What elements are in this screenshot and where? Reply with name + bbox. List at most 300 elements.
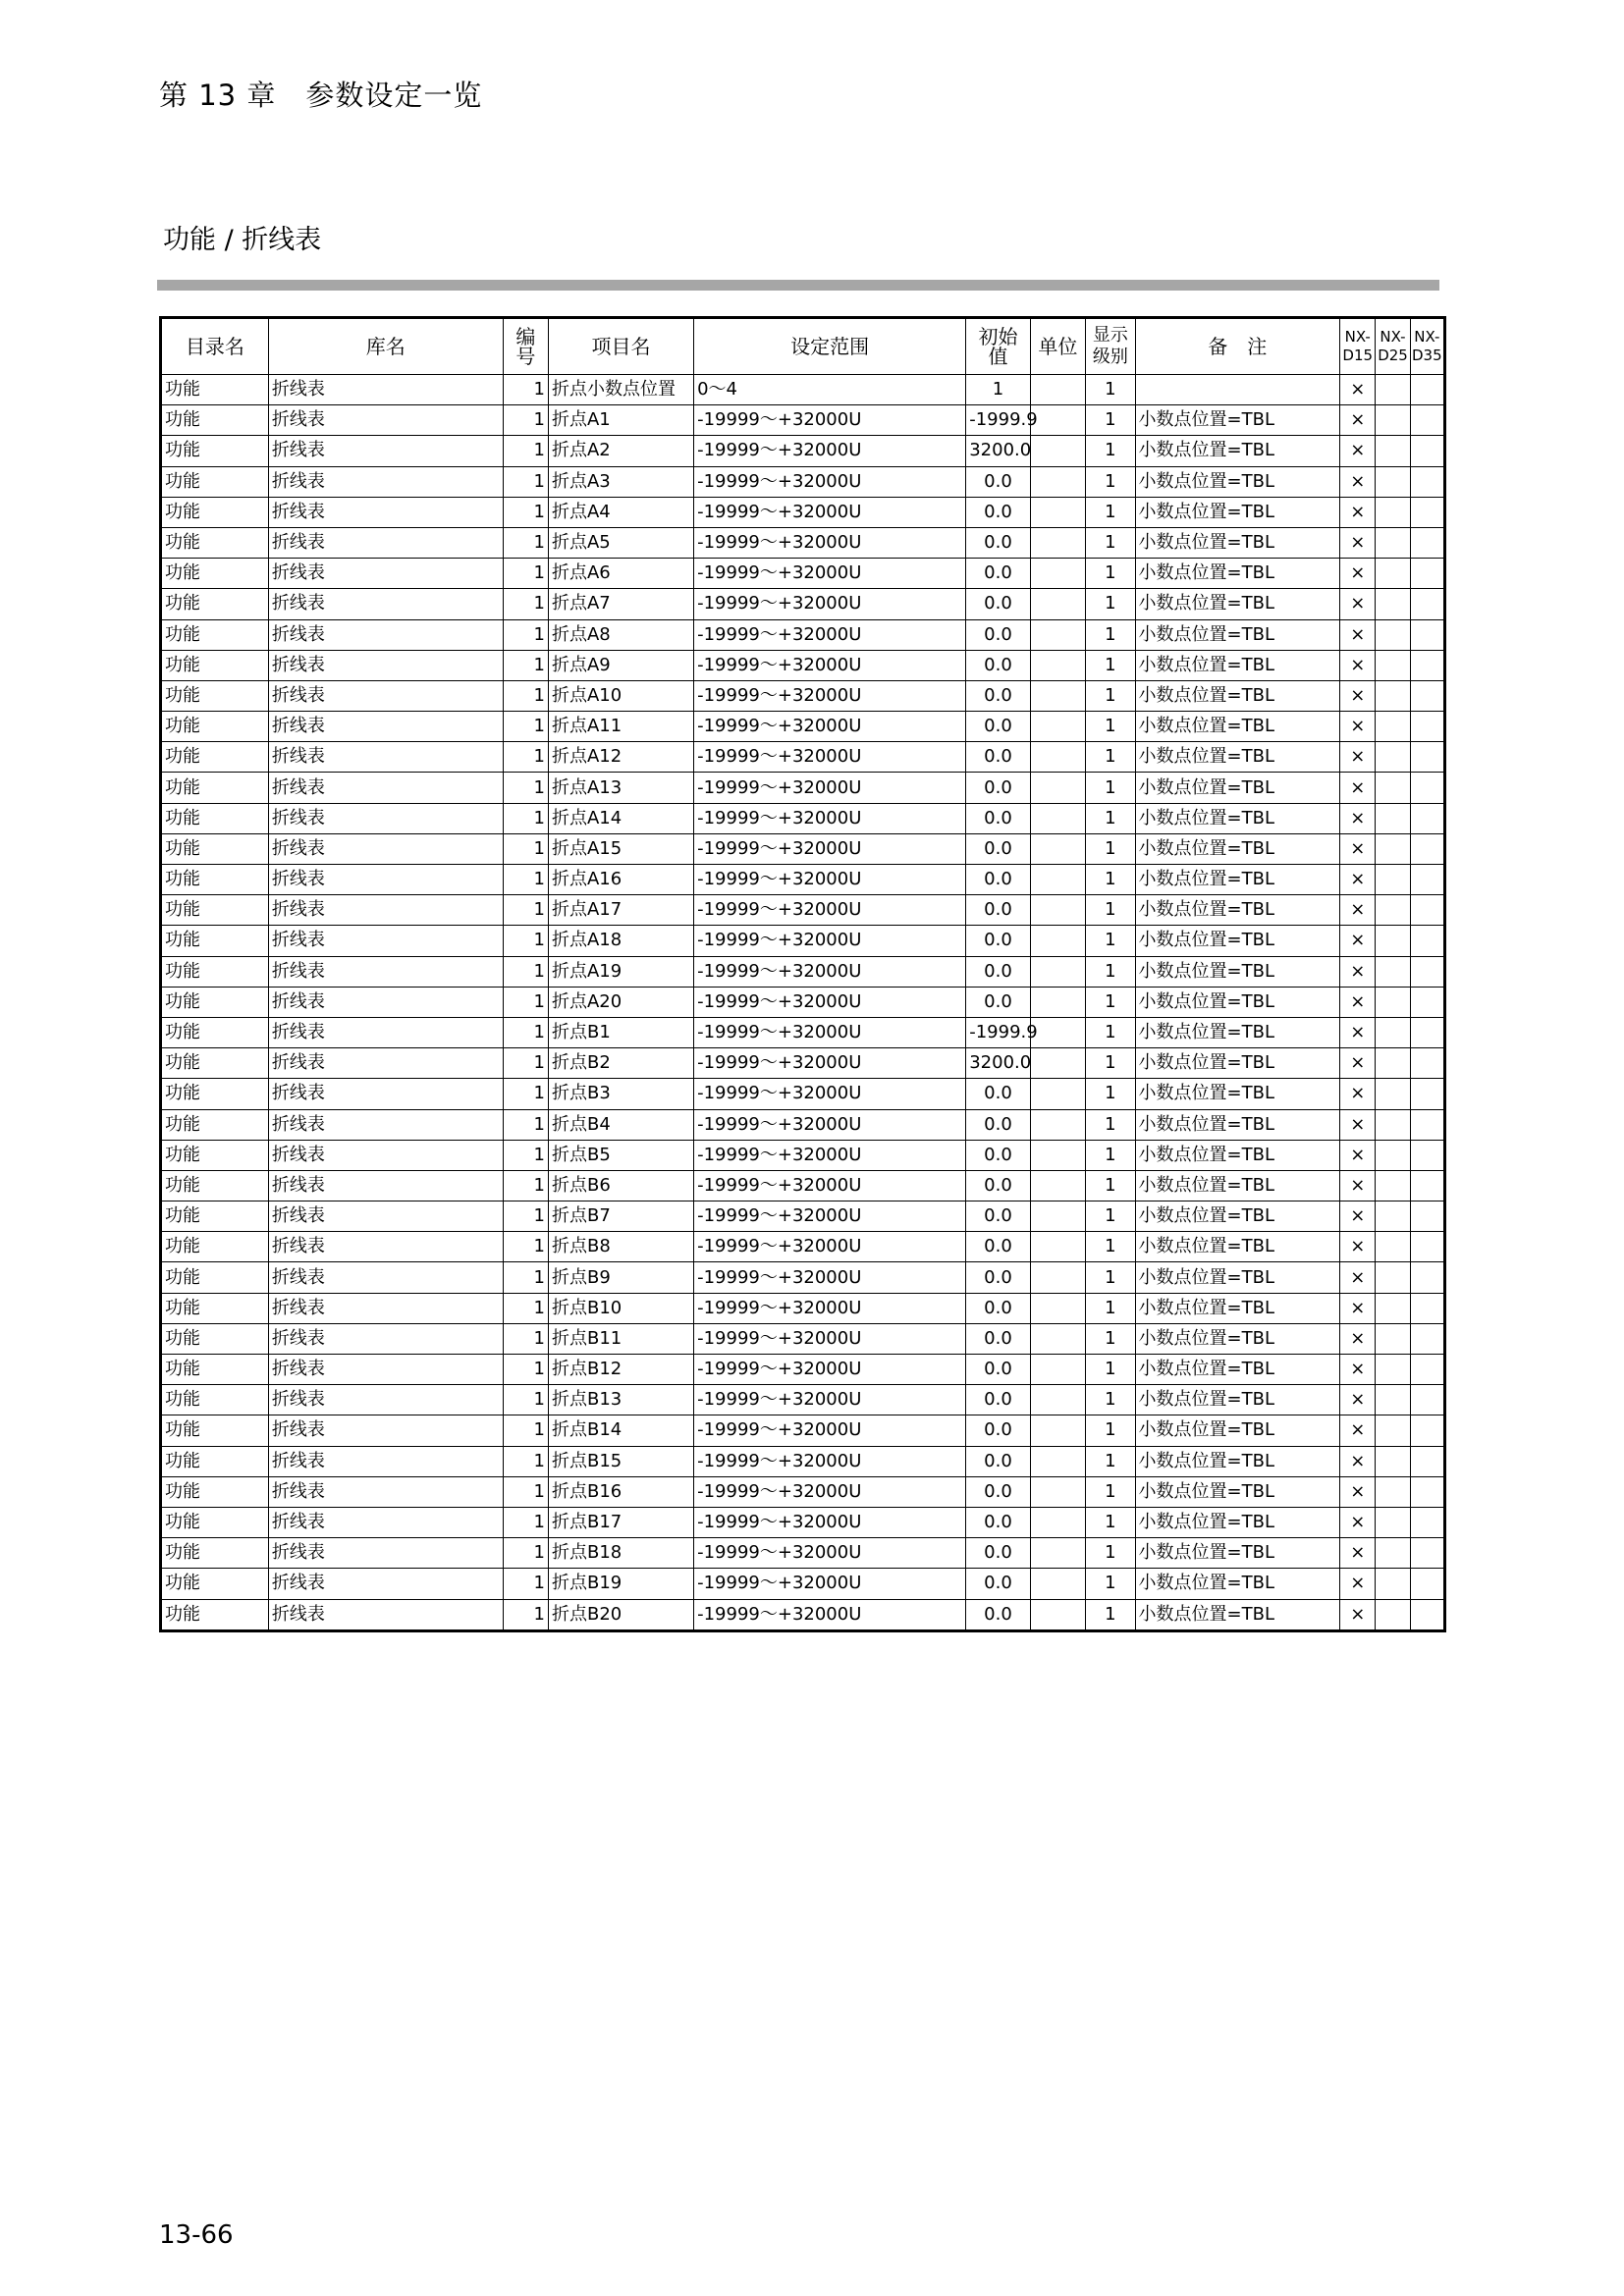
cell-unit <box>1030 1538 1085 1569</box>
cell-unit <box>1030 1048 1085 1079</box>
cell-unit <box>1030 589 1085 619</box>
cell-model-d25 <box>1376 1385 1410 1415</box>
cell-library: 折线表 <box>268 1048 503 1079</box>
cell-category: 功能 <box>161 589 269 619</box>
cell-range: -19999～+32000U <box>694 987 966 1017</box>
cell-item: 折点A16 <box>548 865 693 895</box>
cell-remarks: 小数点位置=TBL <box>1135 833 1340 864</box>
cell-library: 折线表 <box>268 1538 503 1569</box>
cell-range: -19999～+32000U <box>694 1109 966 1140</box>
cell-library: 折线表 <box>268 712 503 742</box>
cell-unit <box>1030 1355 1085 1385</box>
cell-remarks: 小数点位置=TBL <box>1135 742 1340 773</box>
cell-item: 折点A10 <box>548 680 693 711</box>
cell-unit <box>1030 1079 1085 1109</box>
cell-model-d35 <box>1410 1232 1444 1262</box>
cell-display-level: 1 <box>1086 405 1135 436</box>
cell-range: -19999～+32000U <box>694 619 966 650</box>
table-row <box>161 619 1445 650</box>
cell-model-d25 <box>1376 1201 1410 1232</box>
table-row <box>161 712 1445 742</box>
cell-model-d35 <box>1410 466 1444 497</box>
cell-model-d25 <box>1376 375 1410 405</box>
cell-unit <box>1030 1262 1085 1293</box>
cell-display-level: 1 <box>1086 1201 1135 1232</box>
cell-initial: 0.0 <box>966 865 1031 895</box>
cell-initial: 0.0 <box>966 1232 1031 1262</box>
cell-category: 功能 <box>161 1569 269 1599</box>
cell-range: -19999～+32000U <box>694 497 966 527</box>
cell-library: 折线表 <box>268 773 503 803</box>
cell-display-level: 1 <box>1086 1262 1135 1293</box>
header-category: 目录名 <box>161 318 269 375</box>
cell-item: 折点A18 <box>548 926 693 956</box>
cell-initial: 3200.0 <box>966 436 1031 466</box>
header-range: 设定范围 <box>694 318 966 375</box>
cell-display-level: 1 <box>1086 712 1135 742</box>
cell-remarks: 小数点位置=TBL <box>1135 895 1340 926</box>
cell-category: 功能 <box>161 865 269 895</box>
table-row <box>161 680 1445 711</box>
cell-display-level: 1 <box>1086 1569 1135 1599</box>
cell-library: 折线表 <box>268 1262 503 1293</box>
cell-number: 1 <box>503 1109 548 1140</box>
table-row <box>161 1569 1445 1599</box>
cell-range: -19999～+32000U <box>694 1017 966 1047</box>
cell-model-d15: × <box>1340 1538 1376 1569</box>
cell-initial: 0.0 <box>966 1476 1031 1507</box>
cell-unit <box>1030 1569 1085 1599</box>
cell-model-d25 <box>1376 497 1410 527</box>
cell-number: 1 <box>503 712 548 742</box>
cell-range: -19999～+32000U <box>694 1476 966 1507</box>
cell-model-d35 <box>1410 1140 1444 1170</box>
cell-number: 1 <box>503 833 548 864</box>
cell-model-d25 <box>1376 1140 1410 1170</box>
cell-category: 功能 <box>161 466 269 497</box>
cell-category: 功能 <box>161 833 269 864</box>
table-row <box>161 803 1445 833</box>
cell-category: 功能 <box>161 1415 269 1446</box>
cell-range: -19999～+32000U <box>694 865 966 895</box>
cell-remarks: 小数点位置=TBL <box>1135 1201 1340 1232</box>
cell-range: -19999～+32000U <box>694 405 966 436</box>
cell-number: 1 <box>503 1385 548 1415</box>
cell-range: -19999～+32000U <box>694 1507 966 1537</box>
cell-number: 1 <box>503 1293 548 1323</box>
cell-display-level: 1 <box>1086 895 1135 926</box>
cell-number: 1 <box>503 466 548 497</box>
cell-number: 1 <box>503 1355 548 1385</box>
cell-model-d25 <box>1376 1538 1410 1569</box>
cell-model-d25 <box>1376 1048 1410 1079</box>
table-row <box>161 1599 1445 1630</box>
cell-category: 功能 <box>161 1599 269 1630</box>
cell-initial: -1999.9 <box>966 1017 1031 1047</box>
cell-number: 1 <box>503 680 548 711</box>
cell-display-level: 1 <box>1086 680 1135 711</box>
table-row <box>161 405 1445 436</box>
cell-library: 折线表 <box>268 1569 503 1599</box>
cell-model-d15: × <box>1340 1507 1376 1537</box>
table-header-row <box>161 318 1445 375</box>
cell-unit <box>1030 895 1085 926</box>
table-row <box>161 1170 1445 1201</box>
cell-number: 1 <box>503 1079 548 1109</box>
cell-model-d25 <box>1376 865 1410 895</box>
cell-model-d35 <box>1410 589 1444 619</box>
cell-category: 功能 <box>161 1170 269 1201</box>
cell-initial: 0.0 <box>966 1293 1031 1323</box>
cell-model-d25 <box>1376 1262 1410 1293</box>
table-row <box>161 1538 1445 1569</box>
cell-display-level: 1 <box>1086 833 1135 864</box>
cell-library: 折线表 <box>268 589 503 619</box>
cell-range: -19999～+32000U <box>694 1599 966 1630</box>
cell-number: 1 <box>503 773 548 803</box>
table-row <box>161 375 1445 405</box>
header-model-d35 <box>1410 318 1444 375</box>
cell-range: -19999～+32000U <box>694 436 966 466</box>
cell-remarks: 小数点位置=TBL <box>1135 1538 1340 1569</box>
cell-unit <box>1030 773 1085 803</box>
table-row <box>161 742 1445 773</box>
cell-initial: 0.0 <box>966 527 1031 558</box>
cell-display-level: 1 <box>1086 619 1135 650</box>
cell-unit <box>1030 742 1085 773</box>
cell-remarks: 小数点位置=TBL <box>1135 987 1340 1017</box>
cell-range: -19999～+32000U <box>694 956 966 987</box>
cell-category: 功能 <box>161 895 269 926</box>
cell-item: 折点B4 <box>548 1109 693 1140</box>
cell-display-level: 1 <box>1086 926 1135 956</box>
cell-model-d35 <box>1410 680 1444 711</box>
table-row <box>161 1262 1445 1293</box>
cell-model-d35 <box>1410 803 1444 833</box>
cell-library: 折线表 <box>268 1476 503 1507</box>
cell-initial: 0.0 <box>966 803 1031 833</box>
cell-number: 1 <box>503 865 548 895</box>
cell-initial: 0.0 <box>966 1385 1031 1415</box>
cell-initial: 0.0 <box>966 742 1031 773</box>
cell-unit <box>1030 1201 1085 1232</box>
cell-display-level: 1 <box>1086 956 1135 987</box>
cell-remarks: 小数点位置=TBL <box>1135 527 1340 558</box>
cell-category: 功能 <box>161 436 269 466</box>
cell-category: 功能 <box>161 1262 269 1293</box>
cell-model-d25 <box>1376 926 1410 956</box>
cell-range: -19999～+32000U <box>694 1355 966 1385</box>
cell-range: -19999～+32000U <box>694 559 966 589</box>
cell-model-d15: × <box>1340 1201 1376 1232</box>
cell-number: 1 <box>503 1415 548 1446</box>
cell-model-d35 <box>1410 895 1444 926</box>
cell-model-d25 <box>1376 895 1410 926</box>
cell-library: 折线表 <box>268 1385 503 1415</box>
cell-unit <box>1030 1109 1085 1140</box>
cell-item: 折点B19 <box>548 1569 693 1599</box>
cell-initial: 1 <box>966 375 1031 405</box>
cell-remarks: 小数点位置=TBL <box>1135 559 1340 589</box>
cell-number: 1 <box>503 1446 548 1476</box>
cell-model-d35 <box>1410 987 1444 1017</box>
header-display-level <box>1086 318 1135 375</box>
cell-display-level: 1 <box>1086 1355 1135 1385</box>
table-row <box>161 833 1445 864</box>
cell-item: 折点B5 <box>548 1140 693 1170</box>
cell-model-d35 <box>1410 833 1444 864</box>
header-remarks: 备 注 <box>1135 318 1340 375</box>
cell-remarks: 小数点位置=TBL <box>1135 1323 1340 1354</box>
cell-range: -19999～+32000U <box>694 466 966 497</box>
cell-model-d35 <box>1410 1569 1444 1599</box>
cell-model-d15: × <box>1340 436 1376 466</box>
cell-remarks: 小数点位置=TBL <box>1135 466 1340 497</box>
cell-initial: 0.0 <box>966 895 1031 926</box>
table-row <box>161 1507 1445 1537</box>
cell-unit <box>1030 619 1085 650</box>
cell-initial: 0.0 <box>966 1415 1031 1446</box>
cell-model-d15: × <box>1340 1323 1376 1354</box>
cell-item: 折点A7 <box>548 589 693 619</box>
cell-range: -19999～+32000U <box>694 1293 966 1323</box>
cell-model-d25 <box>1376 1017 1410 1047</box>
cell-display-level: 1 <box>1086 436 1135 466</box>
cell-model-d35 <box>1410 1201 1444 1232</box>
cell-number: 1 <box>503 742 548 773</box>
cell-model-d35 <box>1410 1446 1444 1476</box>
cell-model-d15: × <box>1340 497 1376 527</box>
cell-model-d15: × <box>1340 1599 1376 1630</box>
cell-model-d35 <box>1410 1293 1444 1323</box>
header-initial: 初始值 <box>966 318 1031 375</box>
cell-display-level: 1 <box>1086 527 1135 558</box>
cell-remarks: 小数点位置=TBL <box>1135 1415 1340 1446</box>
header-model-d15-line2: D15 <box>1342 347 1374 364</box>
cell-category: 功能 <box>161 956 269 987</box>
cell-initial: 0.0 <box>966 559 1031 589</box>
cell-model-d25 <box>1376 1507 1410 1537</box>
cell-category: 功能 <box>161 650 269 680</box>
cell-category: 功能 <box>161 1507 269 1537</box>
cell-range: -19999～+32000U <box>694 742 966 773</box>
cell-model-d15: × <box>1340 1293 1376 1323</box>
cell-model-d35 <box>1410 1079 1444 1109</box>
cell-initial: 0.0 <box>966 650 1031 680</box>
cell-remarks: 小数点位置=TBL <box>1135 497 1340 527</box>
cell-initial: 0.0 <box>966 680 1031 711</box>
cell-model-d35 <box>1410 926 1444 956</box>
cell-number: 1 <box>503 956 548 987</box>
table-row <box>161 466 1445 497</box>
cell-model-d15: × <box>1340 1232 1376 1262</box>
cell-category: 功能 <box>161 527 269 558</box>
header-model-d35-line2: D35 <box>1412 347 1442 364</box>
table-row <box>161 895 1445 926</box>
cell-unit <box>1030 1385 1085 1415</box>
cell-initial: 0.0 <box>966 1355 1031 1385</box>
cell-item: 折点A19 <box>548 956 693 987</box>
cell-model-d15: × <box>1340 1170 1376 1201</box>
cell-item: 折点A6 <box>548 559 693 589</box>
cell-unit <box>1030 1599 1085 1630</box>
cell-remarks: 小数点位置=TBL <box>1135 1446 1340 1476</box>
cell-model-d35 <box>1410 1599 1444 1630</box>
header-model-d15-line1: NX- <box>1344 328 1371 347</box>
cell-model-d35 <box>1410 1507 1444 1537</box>
cell-number: 1 <box>503 1476 548 1507</box>
cell-model-d15: × <box>1340 1476 1376 1507</box>
cell-display-level: 1 <box>1086 1385 1135 1415</box>
cell-model-d15: × <box>1340 405 1376 436</box>
cell-model-d25 <box>1376 712 1410 742</box>
cell-category: 功能 <box>161 1079 269 1109</box>
cell-model-d35 <box>1410 1476 1444 1507</box>
cell-category: 功能 <box>161 773 269 803</box>
cell-number: 1 <box>503 926 548 956</box>
cell-library: 折线表 <box>268 987 503 1017</box>
cell-remarks: 小数点位置=TBL <box>1135 589 1340 619</box>
cell-range: -19999～+32000U <box>694 712 966 742</box>
cell-category: 功能 <box>161 559 269 589</box>
cell-display-level: 1 <box>1086 865 1135 895</box>
cell-number: 1 <box>503 1599 548 1630</box>
cell-item: 折点A2 <box>548 436 693 466</box>
cell-display-level: 1 <box>1086 1538 1135 1569</box>
cell-number: 1 <box>503 987 548 1017</box>
cell-category: 功能 <box>161 1293 269 1323</box>
cell-library: 折线表 <box>268 865 503 895</box>
cell-model-d25 <box>1376 1355 1410 1385</box>
header-display-level-line2: 级别 <box>1092 347 1128 367</box>
cell-library: 折线表 <box>268 1415 503 1446</box>
cell-remarks: 小数点位置=TBL <box>1135 1507 1340 1537</box>
cell-library: 折线表 <box>268 956 503 987</box>
cell-item: 折点A3 <box>548 466 693 497</box>
cell-item: 折点B7 <box>548 1201 693 1232</box>
cell-range: -19999～+32000U <box>694 833 966 864</box>
table-row <box>161 650 1445 680</box>
cell-item: 折点B10 <box>548 1293 693 1323</box>
cell-number: 1 <box>503 559 548 589</box>
cell-unit <box>1030 375 1085 405</box>
cell-library: 折线表 <box>268 1232 503 1262</box>
cell-initial: -1999.9 <box>966 405 1031 436</box>
cell-model-d25 <box>1376 527 1410 558</box>
cell-model-d15: × <box>1340 712 1376 742</box>
cell-item: 折点A14 <box>548 803 693 833</box>
cell-unit <box>1030 1140 1085 1170</box>
table-row <box>161 527 1445 558</box>
table-row <box>161 1232 1445 1262</box>
cell-display-level: 1 <box>1086 987 1135 1017</box>
cell-initial: 0.0 <box>966 1079 1031 1109</box>
cell-model-d15: × <box>1340 619 1376 650</box>
cell-remarks: 小数点位置=TBL <box>1135 650 1340 680</box>
cell-model-d15: × <box>1340 865 1376 895</box>
cell-range: -19999～+32000U <box>694 803 966 833</box>
cell-remarks: 小数点位置=TBL <box>1135 1079 1340 1109</box>
cell-remarks: 小数点位置=TBL <box>1135 1017 1340 1047</box>
cell-remarks: 小数点位置=TBL <box>1135 680 1340 711</box>
header-model-d35-line1: NX- <box>1414 328 1440 347</box>
cell-number: 1 <box>503 589 548 619</box>
cell-range: -19999～+32000U <box>694 650 966 680</box>
cell-model-d15: × <box>1340 375 1376 405</box>
cell-model-d25 <box>1376 650 1410 680</box>
cell-category: 功能 <box>161 1355 269 1385</box>
cell-model-d35 <box>1410 1355 1444 1385</box>
cell-model-d15: × <box>1340 956 1376 987</box>
cell-initial: 0.0 <box>966 1446 1031 1476</box>
header-number: 编号 <box>503 318 548 375</box>
cell-item: 折点B12 <box>548 1355 693 1385</box>
cell-remarks: 小数点位置=TBL <box>1135 1140 1340 1170</box>
cell-item: 折点B9 <box>548 1262 693 1293</box>
cell-item: 折点B11 <box>548 1323 693 1354</box>
cell-model-d25 <box>1376 589 1410 619</box>
cell-initial: 0.0 <box>966 1538 1031 1569</box>
cell-remarks: 小数点位置=TBL <box>1135 1293 1340 1323</box>
cell-display-level: 1 <box>1086 1017 1135 1047</box>
cell-model-d15: × <box>1340 773 1376 803</box>
cell-model-d25 <box>1376 1232 1410 1262</box>
cell-number: 1 <box>503 1569 548 1599</box>
cell-library: 折线表 <box>268 1355 503 1385</box>
cell-library: 折线表 <box>268 1170 503 1201</box>
cell-initial: 0.0 <box>966 1323 1031 1354</box>
cell-model-d35 <box>1410 773 1444 803</box>
cell-model-d15: × <box>1340 1079 1376 1109</box>
cell-range: -19999～+32000U <box>694 1569 966 1599</box>
cell-initial: 0.0 <box>966 833 1031 864</box>
cell-item: 折点B8 <box>548 1232 693 1262</box>
cell-number: 1 <box>503 1201 548 1232</box>
cell-model-d25 <box>1376 956 1410 987</box>
cell-model-d15: × <box>1340 559 1376 589</box>
table-row <box>161 1048 1445 1079</box>
cell-unit <box>1030 1170 1085 1201</box>
cell-model-d25 <box>1376 773 1410 803</box>
cell-display-level: 1 <box>1086 1415 1135 1446</box>
cell-range: -19999～+32000U <box>694 589 966 619</box>
cell-model-d15: × <box>1340 650 1376 680</box>
cell-model-d25 <box>1376 466 1410 497</box>
cell-model-d35 <box>1410 436 1444 466</box>
cell-initial: 0.0 <box>966 1170 1031 1201</box>
cell-model-d35 <box>1410 650 1444 680</box>
cell-range: -19999～+32000U <box>694 1323 966 1354</box>
cell-unit <box>1030 527 1085 558</box>
cell-library: 折线表 <box>268 1109 503 1140</box>
cell-model-d25 <box>1376 803 1410 833</box>
table-row <box>161 1323 1445 1354</box>
cell-number: 1 <box>503 436 548 466</box>
cell-model-d15: × <box>1340 1569 1376 1599</box>
cell-model-d35 <box>1410 1323 1444 1354</box>
cell-category: 功能 <box>161 926 269 956</box>
cell-item: 折点A8 <box>548 619 693 650</box>
cell-library: 折线表 <box>268 833 503 864</box>
cell-model-d35 <box>1410 405 1444 436</box>
cell-number: 1 <box>503 619 548 650</box>
table-row <box>161 436 1445 466</box>
cell-remarks: 小数点位置=TBL <box>1135 1262 1340 1293</box>
cell-unit <box>1030 466 1085 497</box>
cell-number: 1 <box>503 1232 548 1262</box>
cell-category: 功能 <box>161 1385 269 1415</box>
cell-item: 折点B14 <box>548 1415 693 1446</box>
